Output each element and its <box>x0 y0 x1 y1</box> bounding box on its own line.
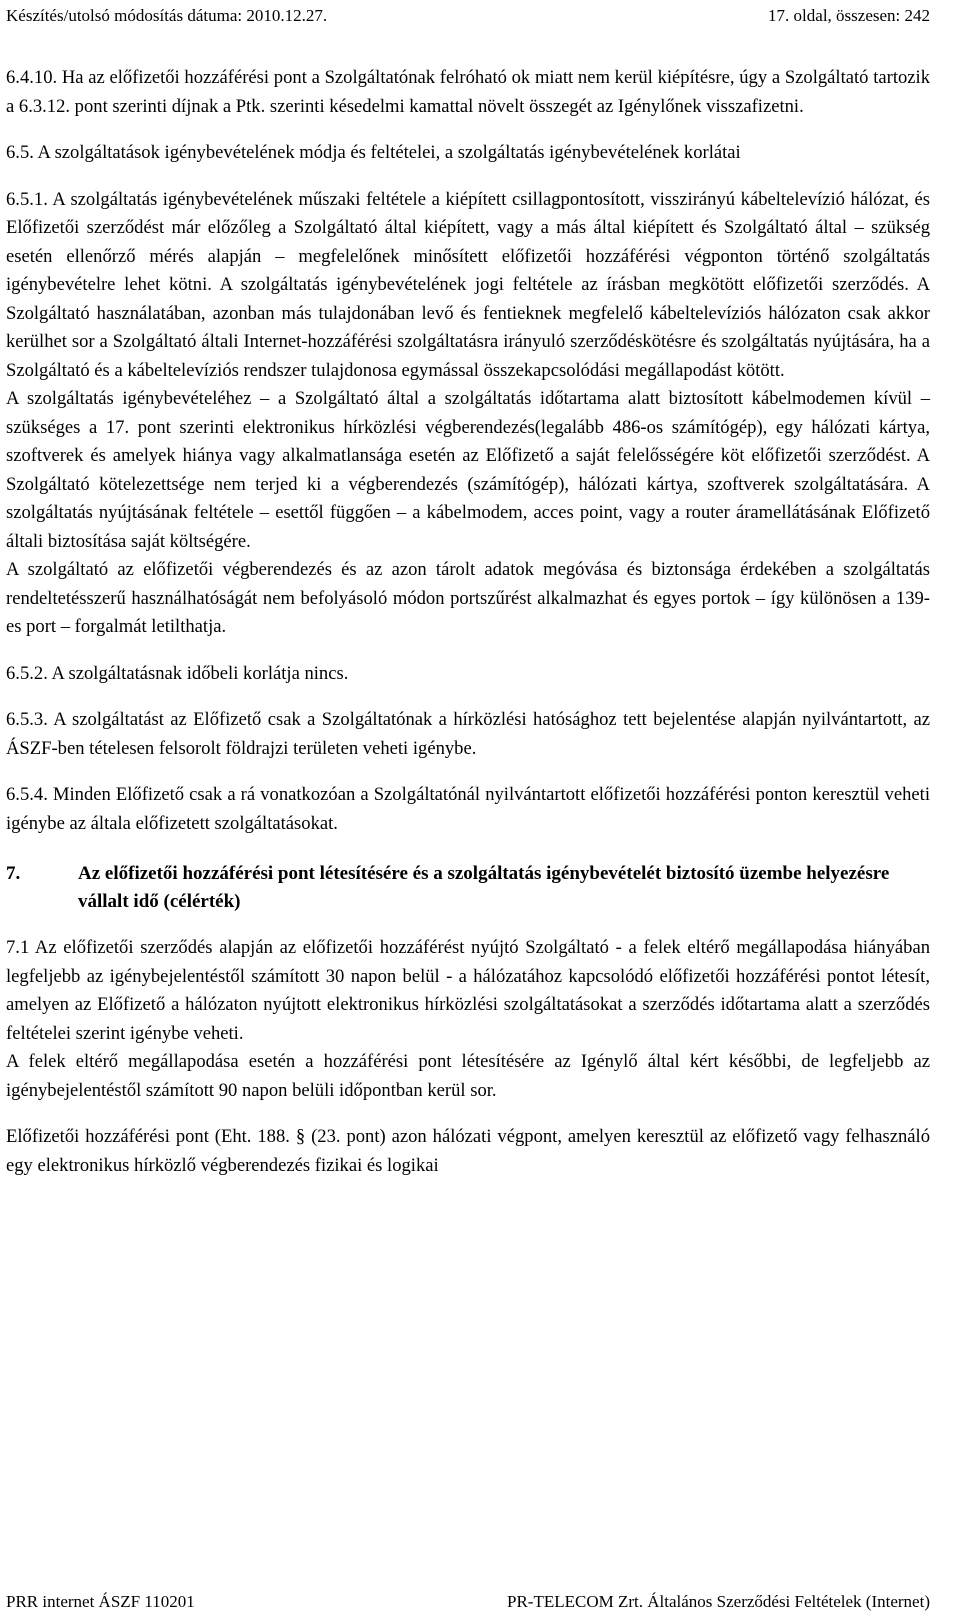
paragraph-6-5-2: 6.5.2. A szolgáltatásnak időbeli korlátja nincs. <box>6 662 349 684</box>
paragraph-later-date: A felek eltérő megállapodása esetén a hozzáférési pont létesítésére az Igénylő által kért későbbi, de legfeljebb az igénybejelentéstől számított 90 napon belüli időpontban kerül sor. <box>6 1051 930 1101</box>
section-7-number: 7. <box>6 863 21 884</box>
header-page-count: 17. oldal, összesen: 242 <box>768 6 930 25</box>
page-header <box>6 2 930 30</box>
footer-company: PR-TELECOM Zrt. Általános Szerződési Feltételek (Internet) <box>507 1592 930 1611</box>
footer-doc-id: PRR internet ÁSZF 110201 <box>6 1592 195 1611</box>
section-7-title: Az előfizetői hozzáférési pont létesítésére és a szolgáltatás igénybevételét biztosító üzembe helyezésre vállalt idő (célérték) <box>78 863 890 912</box>
paragraph-6-5-4: 6.5.4. Minden Előfizető csak a rá vonatkozóan a Szolgáltatónál nyilvántartott előfizetői hozzáférési ponton keresztül veheti igénybe az általa előfizetett szolgáltatásokat. <box>6 784 930 834</box>
document-body <box>6 64 930 1180</box>
paragraph-6-5-3: 6.5.3. A szolgáltatást az Előfizető csak a Szolgáltatónak a hírközlési hatósághoz tett bejelentése alapján nyilvántartott, az ÁSZF-ben tételesen felsorolt földrajzi területen veheti igénybe. <box>6 709 930 759</box>
heading-6-5: 6.5. A szolgáltatások igénybevételének módja és feltételei, a szolgáltatás igénybevételének korlátai <box>6 142 741 163</box>
page-footer <box>6 1589 930 1615</box>
paragraph-port-filtering: A szolgáltató az előfizetői végberendezés és az azon tárolt adatok megóvása és biztonsága érdekében a szolgáltatás rendeltetésszerű használhatóságát nem befolyásoló módon portszűrést alkalmazhat és egyes portok – így különösen a 139-es port – forgalmát letilthatja. <box>6 559 930 637</box>
paragraph-7-1: 7.1 Az előfizetői szerződés alapján az előfizetői hozzáférést nyújtó Szolgáltató - a felek eltérő megállapodása hiányában legfeljebb az igénybejelentéstől számított 30 napon belül - a hálózatához kapcsolódó előfizetői hozzáférési pontot létesít, amelyen az Előfizető a hálózaton nyújtott elektronikus hírközlési szolgáltatásokat a szerződés időtartama alatt a szerződés feltételei szerint igénybe veheti. <box>6 937 930 1044</box>
paragraph-requirements: A szolgáltatás igénybevételéhez – a Szolgáltató által a szolgáltatás időtartama alatt biztosított kábelmodemen kívül – szükséges a 17. pont szerinti elektronikus hírközlési végberendezés(legalább 486-os számítógép), egy hálózati kártya, szoftverek és amelyek hiánya vagy alkalmatlansága esetén az Előfizető a saját felelősségére köt előfizetői szerződést. A Szolgáltató kötelezettsége nem terjed ki a végberendezés (számítógép), hálózati kártya, szoftverek szolgáltatására. A szolgáltatás nyújtásának feltétele – esettől függően – a kábelmodem, acces point, vagy a router áramellátásának Előfizető általi biztosítása saját költségére. <box>6 388 930 552</box>
paragraph-definition: Előfizetői hozzáférési pont (Eht. 188. § (23. pont) azon hálózati végpont, amelyen keresztül az előfizető vagy felhasználó egy elektronikus hírközlő végberendezés fizikai és logikai <box>6 1126 930 1176</box>
paragraph-6-5-1: 6.5.1. A szolgáltatás igénybevételének műszaki feltétele a kiépített csillagpontosított, visszirányú kábeltelevízió hálózat, és Előfizetői szerződést már előzőleg a Szolgáltató által kiépített, vagy a más által kiépített és Szolgáltató által – szükség esetén ellenőrző mérés alapján – megfelelőnek minősített előfizetői hozzáférési végponton történő szolgáltatás igénybevételre lehet kötni. A szolgáltatás igénybevételének jogi feltétele az írásban megkötött előfizetői szerződés. A Szolgáltató használatában, azonban más tulajdonában levő és fentieknek megfelelő kábeltelevíziós hálózaton csak akkor kerülhet sor a Szolgáltató általi Internet-hozzáférési szolgáltatásra irányuló szerződéskötésre és szolgáltatás nyújtására, ha a Szolgáltató és a kábeltelevíziós rendszer tulajdonosa egymással összekapcsolódási megállapodást kötött. <box>6 188 930 381</box>
section-7-heading <box>6 860 930 916</box>
paragraph-6-4-10: 6.4.10. Ha az előfizetői hozzáférési pont a Szolgáltatónak felróható ok miatt nem kerül kiépítésre, úgy a Szolgáltató tartozik a 6.3.12. pont szerinti díjnak a Ptk. szerinti késedelmi kamattal növelt összegét az Igénylőnek visszafizetni. <box>6 67 930 117</box>
header-date: Készítés/utolsó módosítás dátuma: 2010.12.27. <box>6 6 328 25</box>
